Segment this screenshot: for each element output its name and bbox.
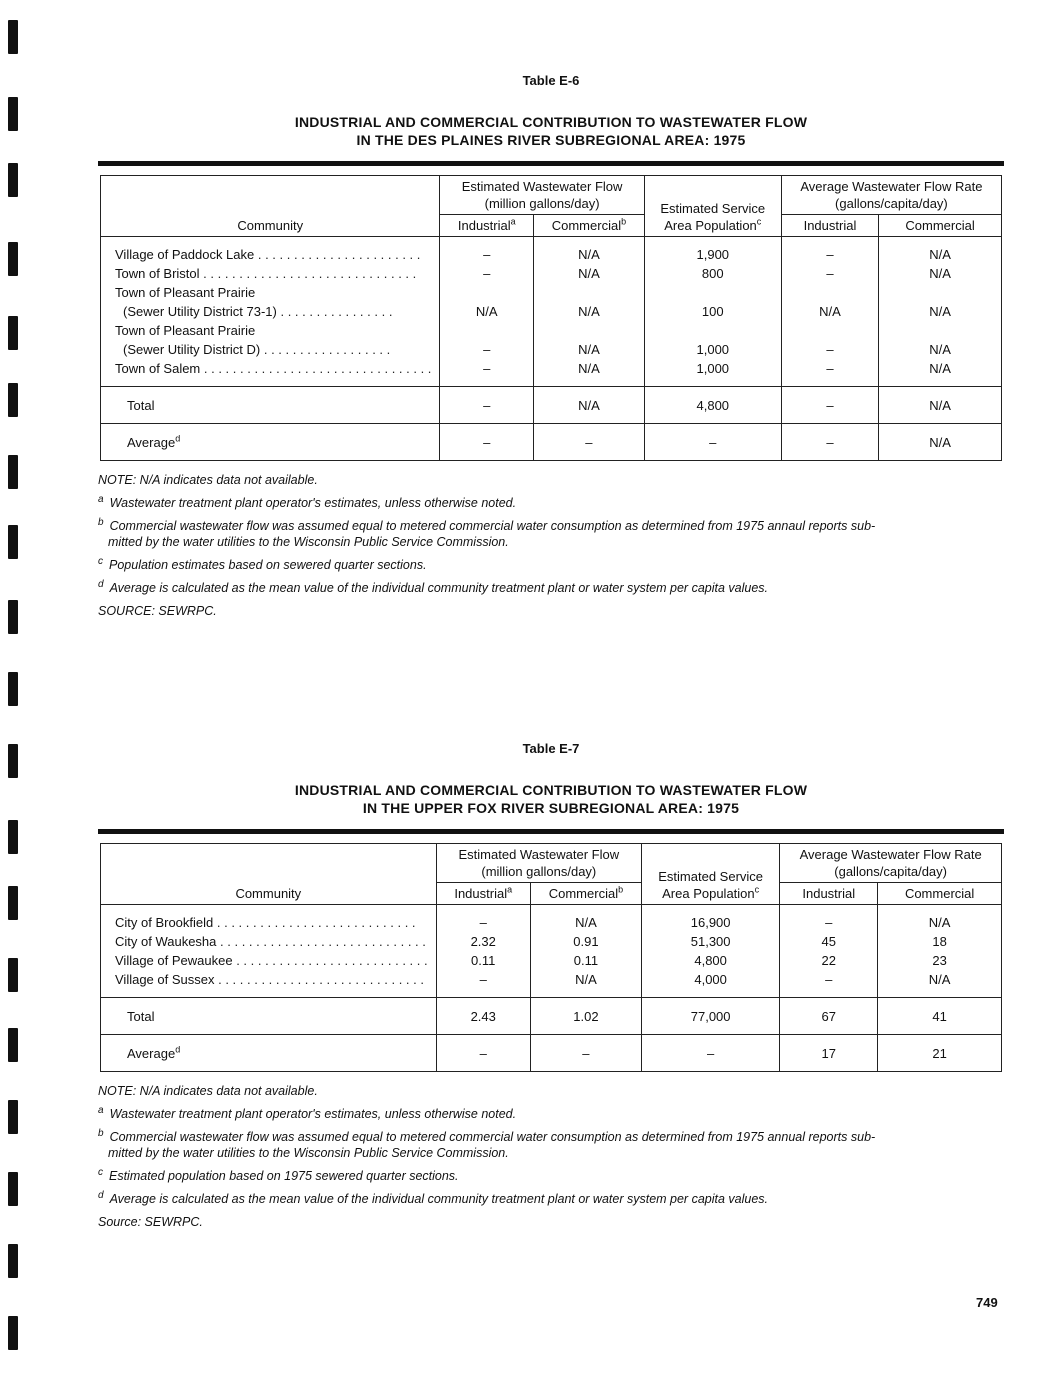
header-flow-group (440, 176, 644, 215)
header-community: Community (101, 176, 440, 237)
data-table (100, 175, 1002, 461)
binding-mark (8, 820, 18, 854)
binding-mark (8, 1100, 18, 1134)
average-rate-industrial: 17 (780, 1035, 878, 1072)
footnote-text: Source: SEWRPC. (98, 1215, 203, 1229)
average-row (101, 424, 1002, 461)
footnote-text: SOURCE: SEWRPC. (98, 604, 217, 618)
footnote (98, 1168, 1004, 1184)
cell-value: 2.32 (470, 934, 496, 949)
cell-value: – (825, 915, 833, 930)
community-name: Village of Paddock Lake (115, 247, 255, 262)
cell-value: 51,300 (690, 934, 731, 949)
rate-industrial-values (781, 237, 878, 387)
cell-value: N/A (819, 304, 841, 319)
cell-value: 4,800 (694, 953, 727, 968)
cell-value: N/A (578, 342, 600, 357)
header-rate-industrial: Industrial (781, 215, 878, 237)
header-service-line (645, 885, 776, 902)
community-name: Town of Pleasant Prairie (115, 323, 256, 338)
average-flow-commercial: – (530, 1035, 641, 1072)
footnote-text: Average is calculated as the mean value of the individual community treatment plant or water system per capita values. (109, 581, 769, 595)
community-name-line (115, 932, 428, 951)
header-service-line: Estimated Service (660, 201, 766, 216)
total-rate-commercial: N/A (879, 387, 1002, 424)
footnote (98, 518, 1004, 550)
dot-leader: . . . . . . . . . . . . . . . . . . . . . . . . . . . . . . . . (200, 361, 432, 376)
footnote-marker: b (621, 216, 627, 227)
dot-leader: . . . . . . . . . . . . . . . . . . . . . . . (254, 247, 421, 262)
table-label: Table E-6 (522, 73, 580, 88)
footnote-marker: c (756, 216, 762, 227)
cell-value: – (479, 972, 487, 987)
cell-value: – (483, 361, 491, 376)
cell-value: 100 (701, 304, 724, 319)
total-flow-commercial: N/A (534, 387, 645, 424)
rate-commercial-values (879, 237, 1002, 387)
flow-industrial-values (440, 237, 534, 387)
header-rate-group (780, 844, 1002, 883)
footnote-marker: a (98, 493, 104, 505)
flow-commercial-values (530, 905, 641, 998)
average-rate-industrial: – (781, 424, 878, 461)
binding-mark (8, 455, 18, 489)
binding-mark (8, 744, 18, 778)
binding-mark (8, 1172, 18, 1206)
cell-value: N/A (575, 915, 597, 930)
community-name: Town of Salem (115, 361, 201, 376)
table-label: Table E-7 (522, 741, 580, 756)
cell-value: 1,000 (696, 361, 730, 376)
cell-value: N/A (578, 247, 600, 262)
header-rate-industrial: Industrial (780, 883, 878, 905)
community-name-line (115, 970, 428, 989)
footnote-marker: a (507, 884, 513, 895)
title-rule (98, 829, 1004, 834)
cell-value: N/A (578, 304, 600, 319)
binding-mark (8, 20, 18, 54)
cell-value: – (483, 266, 491, 281)
cell-value: 16,900 (690, 915, 731, 930)
community-names (101, 237, 440, 387)
footnote-marker: b (98, 1127, 104, 1139)
cell-value: – (483, 342, 491, 357)
cell-value: – (479, 915, 487, 930)
footnote (98, 1129, 1004, 1161)
average-rate-commercial: 21 (878, 1035, 1002, 1072)
cell-value: 0.91 (573, 934, 599, 949)
rate-commercial-values (878, 905, 1002, 998)
dot-leader: . . . . . . . . . . . . . . . . . . . . . . . . . . . (232, 953, 428, 968)
cell-value: N/A (929, 247, 951, 262)
cell-value: 4,000 (694, 972, 727, 987)
cell-value: – (826, 247, 834, 262)
footnote-text: mitted by the water utilities to the Wisconsin Public Service Commission. (108, 1146, 509, 1160)
binding-mark (8, 316, 18, 350)
binding-mark (8, 1316, 18, 1350)
cell-value: N/A (475, 304, 498, 319)
cell-value (440, 321, 533, 340)
average-population: – (644, 424, 781, 461)
rate-industrial-values (780, 905, 878, 998)
cell-value: 1,000 (696, 342, 730, 357)
total-rate-industrial: 67 (780, 998, 878, 1035)
header-text: Commercial (548, 886, 619, 901)
footnote-text: Estimated population based on 1975 sewered quarter sections. (109, 1169, 459, 1183)
header-flow-commercial (534, 215, 645, 237)
population-values (642, 905, 780, 998)
cell-value: 1,900 (696, 247, 730, 262)
footnote-marker: c (754, 884, 760, 895)
data-table (100, 843, 1002, 1072)
footnote (98, 557, 1004, 573)
header-rate-group-units: (gallons/capita/day) (834, 864, 947, 879)
cell-value (534, 283, 644, 302)
footnote-marker: b (98, 516, 104, 528)
footnote-text: Wastewater treatment plant operator's estimates, unless otherwise noted. (109, 1107, 517, 1121)
footnote-marker: c (98, 1166, 103, 1178)
total-row (101, 387, 1002, 424)
binding-mark (8, 1028, 18, 1062)
header-text: Industrial (457, 218, 511, 233)
total-label: Total (101, 387, 440, 424)
cell-value: N/A (578, 266, 600, 281)
cell-value (645, 321, 781, 340)
community-name: City of Brookfield (115, 915, 214, 930)
title-rule (98, 161, 1004, 166)
cell-value: 45 (821, 934, 836, 949)
community-rows (101, 237, 1002, 387)
cell-value: 0.11 (471, 953, 496, 968)
community-name-line (115, 913, 428, 932)
binding-mark (8, 672, 18, 706)
footnote-text: Wastewater treatment plant operator's estimates, unless otherwise noted. (109, 496, 517, 510)
community-name: City of Waukesha (115, 934, 217, 949)
total-flow-industrial: – (440, 387, 534, 424)
total-flow-commercial: 1.02 (530, 998, 641, 1035)
dot-leader: . . . . . . . . . . . . . . . . . . (260, 342, 391, 357)
cell-value: 0.11 (573, 953, 599, 968)
footnote-text: Commercial wastewater flow was assumed equal to metered commercial water consumption as determined from 1975 annual reports sub- (109, 1130, 876, 1144)
cell-value (879, 283, 1001, 302)
footnote-marker: d (98, 1189, 104, 1201)
footnote-marker: d (175, 433, 181, 444)
community-name-line (115, 264, 431, 283)
cell-value: – (483, 247, 491, 262)
header-service-line: Estimated Service (658, 869, 764, 884)
binding-mark (8, 600, 18, 634)
cell-value: 18 (932, 934, 947, 949)
flow-commercial-values (534, 237, 645, 387)
header-rate-commercial: Commercial (878, 883, 1002, 905)
footnote (98, 495, 1004, 511)
community-name-line (115, 359, 431, 378)
cell-value (645, 283, 781, 302)
table-title-line: INDUSTRIAL AND COMMERCIAL CONTRIBUTION TO WASTEWATER FLOW (294, 782, 808, 798)
table-title (98, 113, 1004, 149)
community-name: Town of Pleasant Prairie (115, 285, 256, 300)
community-name-line (115, 283, 431, 302)
table-title-line: IN THE UPPER FOX RIVER SUBREGIONAL AREA: 1975 (362, 800, 740, 816)
header-flow-group-line: Estimated Wastewater Flow (461, 179, 623, 194)
footnote-marker: d (98, 578, 104, 590)
average-row (101, 1035, 1002, 1072)
footnote-text: NOTE: N/A indicates data not available. (98, 1084, 318, 1098)
cell-value (440, 283, 533, 302)
community-name: Town of Bristol (115, 266, 200, 281)
footnote-marker: b (618, 884, 624, 895)
table-notes (98, 472, 1004, 619)
header-rate-group (781, 176, 1001, 215)
average-flow-commercial: – (534, 424, 645, 461)
cell-value (782, 321, 878, 340)
total-row (101, 998, 1002, 1035)
table-e7-section (98, 741, 1004, 1237)
header-service-line (648, 217, 778, 234)
community-name: (Sewer Utility District 73-1) (123, 304, 277, 319)
total-label: Total (101, 998, 437, 1035)
cell-value: N/A (929, 304, 951, 319)
table-notes (98, 1083, 1004, 1230)
header-rate-commercial: Commercial (879, 215, 1002, 237)
community-rows (101, 905, 1002, 998)
footnote-marker: c (98, 555, 103, 567)
cell-value: N/A (929, 342, 951, 357)
footnote-marker: a (510, 216, 516, 227)
binding-mark (8, 1244, 18, 1278)
dot-leader: . . . . . . . . . . . . . . . . . . . . . . . . . . . . . (214, 972, 424, 987)
community-name-line (115, 302, 431, 321)
table-title-line: IN THE DES PLAINES RIVER SUBREGIONAL AREA: 1975 (356, 132, 746, 148)
header-community: Community (101, 844, 437, 905)
community-names (101, 905, 437, 998)
average-text: Average (127, 434, 176, 450)
community-name-line (115, 321, 431, 340)
dot-leader: . . . . . . . . . . . . . . . . . . . . . . . . . . . . (213, 915, 416, 930)
header-flow-group-line: Estimated Wastewater Flow (458, 847, 620, 862)
header-flow-group-units: (million gallons/day) (481, 864, 597, 879)
binding-mark (8, 242, 18, 276)
community-name-line (115, 245, 431, 264)
header-text: Commercial (551, 218, 622, 233)
cell-value: N/A (929, 361, 951, 376)
population-values (644, 237, 781, 387)
binding-mark (8, 525, 18, 559)
header-service-population (642, 844, 780, 905)
header-flow-commercial (530, 883, 641, 905)
page-number: 749 (976, 1295, 998, 1310)
header-flow-industrial (440, 215, 534, 237)
footnote (98, 580, 1004, 596)
binding-mark (8, 958, 18, 992)
footnote-marker: a (98, 1104, 104, 1116)
binding-mark (8, 97, 18, 131)
header-text: Industrial (454, 886, 508, 901)
total-population: 4,800 (644, 387, 781, 424)
footnote-text: mitted by the water utilities to the Wisconsin Public Service Commission. (108, 535, 509, 549)
footnote-marker: d (175, 1044, 181, 1055)
total-flow-industrial: 2.43 (436, 998, 530, 1035)
header-service-population (644, 176, 781, 237)
footnote (98, 472, 1004, 488)
community-name-line (115, 951, 428, 970)
cell-value: N/A (928, 915, 951, 930)
average-flow-industrial: – (436, 1035, 530, 1072)
total-rate-industrial: – (781, 387, 878, 424)
footnote-text: NOTE: N/A indicates data not available. (98, 473, 318, 487)
table-e6-section (98, 73, 1004, 626)
cell-value: N/A (929, 266, 951, 281)
cell-value: 800 (701, 266, 724, 281)
header-flow-group (436, 844, 641, 883)
dot-leader: . . . . . . . . . . . . . . . . . . . . . . . . . . . . . (216, 934, 426, 949)
cell-value (879, 321, 1001, 340)
footnote-text: Population estimates based on sewered quarter sections. (109, 558, 427, 572)
average-flow-industrial: – (440, 424, 534, 461)
table-title-line: INDUSTRIAL AND COMMERCIAL CONTRIBUTION TO WASTEWATER FLOW (294, 114, 808, 130)
header-rate-group-units: (gallons/capita/day) (835, 196, 948, 211)
cell-value: – (826, 361, 834, 376)
binding-mark (8, 383, 18, 417)
community-name-line (115, 340, 431, 359)
binding-mark (8, 163, 18, 197)
dot-leader: . . . . . . . . . . . . . . . . . . . . . . . . . . . . . . (199, 266, 417, 281)
average-rate-commercial: N/A (879, 424, 1002, 461)
cell-value: N/A (575, 972, 597, 987)
binding-mark (8, 886, 18, 920)
average-population: – (642, 1035, 780, 1072)
cell-value: N/A (578, 361, 600, 376)
footnote-text: Commercial wastewater flow was assumed equal to metered commercial water consumption as determined from 1975 annaul reports sub- (109, 519, 876, 533)
footnote (98, 1191, 1004, 1207)
community-name: Village of Sussex (115, 972, 215, 987)
average-label (101, 1035, 437, 1072)
header-flow-group-units: (million gallons/day) (484, 196, 600, 211)
table-title (98, 781, 1004, 817)
footnote (98, 1214, 1004, 1230)
header-rate-group-line: Average Wastewater Flow Rate (800, 179, 983, 194)
cell-value (534, 321, 644, 340)
average-text: Average (127, 1045, 176, 1061)
community-name: Village of Pewaukee (115, 953, 233, 968)
cell-value: 23 (932, 953, 947, 968)
cell-value: – (826, 342, 834, 357)
header-flow-industrial (436, 883, 530, 905)
footnote (98, 1083, 1004, 1099)
footnote (98, 603, 1004, 619)
dot-leader: . . . . . . . . . . . . . . . . (276, 304, 393, 319)
total-rate-commercial: 41 (878, 998, 1002, 1035)
header-service-text: Area Population (664, 218, 757, 233)
footnote (98, 1106, 1004, 1122)
cell-value: N/A (928, 972, 951, 987)
header-rate-group-line: Average Wastewater Flow Rate (799, 847, 982, 862)
community-name: (Sewer Utility District D) (123, 342, 261, 357)
cell-value: – (826, 266, 834, 281)
flow-industrial-values (436, 905, 530, 998)
average-label (101, 424, 440, 461)
cell-value: – (825, 972, 833, 987)
header-service-text: Area Population (662, 886, 755, 901)
cell-value: 22 (821, 953, 836, 968)
cell-value (782, 283, 878, 302)
footnote-text: Average is calculated as the mean value of the individual community treatment plant or water system per capita values. (109, 1192, 769, 1206)
total-population: 77,000 (642, 998, 780, 1035)
